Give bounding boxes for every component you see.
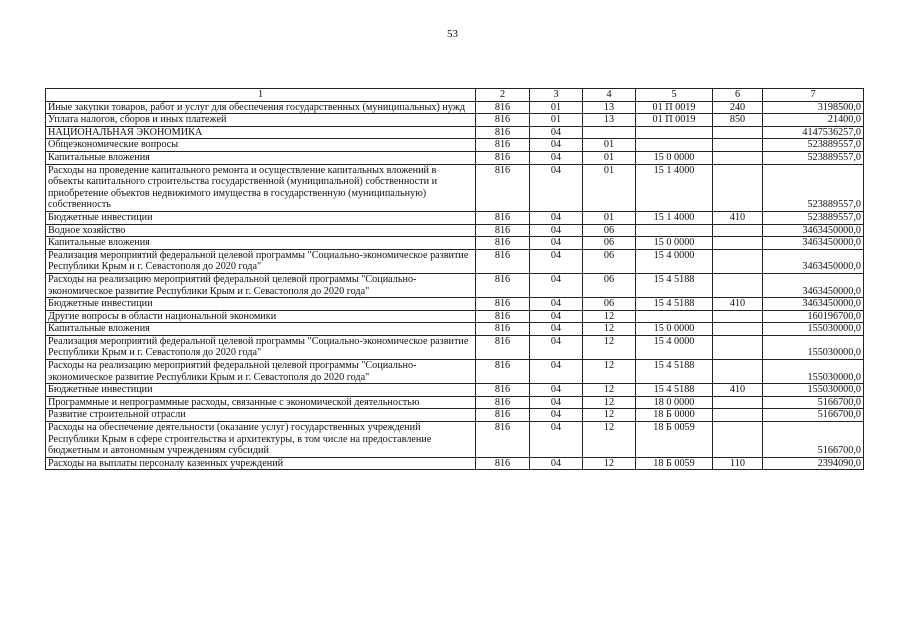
cell-subsection: 12 bbox=[583, 335, 636, 359]
cell-amount: 21400,0 bbox=[763, 114, 864, 127]
cell-expense-type bbox=[713, 273, 763, 297]
cell-department: 816 bbox=[476, 151, 530, 164]
cell-expense-type: 110 bbox=[713, 457, 763, 470]
cell-section: 04 bbox=[530, 310, 583, 323]
cell-department: 816 bbox=[476, 224, 530, 237]
column-header: 2 bbox=[476, 89, 530, 102]
table-row bbox=[46, 298, 864, 311]
cell-section: 01 bbox=[530, 101, 583, 114]
table-row bbox=[46, 396, 864, 409]
cell-amount: 155030000,0 bbox=[763, 335, 864, 359]
cell-section: 04 bbox=[530, 384, 583, 397]
cell-target-article: 15 1 4000 bbox=[636, 164, 713, 211]
cell-target-article bbox=[636, 126, 713, 139]
cell-target-article: 01 П 0019 bbox=[636, 101, 713, 114]
cell-name: Капитальные вложения bbox=[46, 237, 476, 250]
cell-section: 04 bbox=[530, 249, 583, 273]
cell-expense-type bbox=[713, 310, 763, 323]
cell-amount: 2394090,0 bbox=[763, 457, 864, 470]
cell-department: 816 bbox=[476, 422, 530, 458]
cell-section: 04 bbox=[530, 237, 583, 250]
cell-subsection: 12 bbox=[583, 310, 636, 323]
cell-name: Бюджетные инвестиции bbox=[46, 211, 476, 224]
cell-name: Развитие строительной отрасли bbox=[46, 409, 476, 422]
cell-subsection: 06 bbox=[583, 237, 636, 250]
cell-target-article: 18 Б 0000 bbox=[636, 409, 713, 422]
cell-subsection: 12 bbox=[583, 396, 636, 409]
cell-department: 816 bbox=[476, 164, 530, 211]
cell-amount: 3198500,0 bbox=[763, 101, 864, 114]
cell-section: 04 bbox=[530, 335, 583, 359]
table-row bbox=[46, 457, 864, 470]
cell-name: НАЦИОНАЛЬНАЯ ЭКОНОМИКА bbox=[46, 126, 476, 139]
cell-amount: 523889557,0 bbox=[763, 211, 864, 224]
cell-amount: 523889557,0 bbox=[763, 139, 864, 152]
table-row bbox=[46, 249, 864, 273]
cell-amount: 5166700,0 bbox=[763, 396, 864, 409]
cell-department: 816 bbox=[476, 457, 530, 470]
table-row bbox=[46, 114, 864, 127]
cell-amount: 3463450000,0 bbox=[763, 298, 864, 311]
cell-section: 04 bbox=[530, 323, 583, 336]
cell-name: Бюджетные инвестиции bbox=[46, 298, 476, 311]
table-row bbox=[46, 164, 864, 211]
cell-expense-type bbox=[713, 422, 763, 458]
cell-amount: 4147536257,0 bbox=[763, 126, 864, 139]
cell-amount: 523889557,0 bbox=[763, 151, 864, 164]
cell-subsection: 01 bbox=[583, 164, 636, 211]
cell-department: 816 bbox=[476, 126, 530, 139]
cell-subsection: 13 bbox=[583, 101, 636, 114]
cell-subsection bbox=[583, 126, 636, 139]
cell-amount: 5166700,0 bbox=[763, 422, 864, 458]
table-row bbox=[46, 409, 864, 422]
table-row bbox=[46, 310, 864, 323]
table-header-row bbox=[46, 89, 864, 102]
table-row bbox=[46, 273, 864, 297]
cell-target-article bbox=[636, 139, 713, 152]
cell-name: Расходы на реализацию мероприятий федеральной целевой программы "Социально-экономическое развитие Республики Крым и г. Севастополя до 2020 года" bbox=[46, 360, 476, 384]
cell-name: Другие вопросы в области национальной экономики bbox=[46, 310, 476, 323]
cell-expense-type bbox=[713, 249, 763, 273]
cell-name: Реализация мероприятий федеральной целевой программы "Социально-экономическое развитие Республики Крым и г. Севастополя до 2020 года" bbox=[46, 249, 476, 273]
cell-target-article: 01 П 0019 bbox=[636, 114, 713, 127]
cell-department: 816 bbox=[476, 249, 530, 273]
cell-department: 816 bbox=[476, 323, 530, 336]
cell-name: Реализация мероприятий федеральной целевой программы "Социально-экономическое развитие Республики Крым и г. Севастополя до 2020 года" bbox=[46, 335, 476, 359]
cell-section: 04 bbox=[530, 164, 583, 211]
cell-amount: 3463450000,0 bbox=[763, 237, 864, 250]
cell-amount: 160196700,0 bbox=[763, 310, 864, 323]
cell-target-article bbox=[636, 224, 713, 237]
cell-target-article bbox=[636, 310, 713, 323]
cell-subsection: 13 bbox=[583, 114, 636, 127]
table-row bbox=[46, 384, 864, 397]
cell-name: Расходы на выплаты персоналу казенных учреждений bbox=[46, 457, 476, 470]
cell-name: Общеэкономические вопросы bbox=[46, 139, 476, 152]
cell-expense-type: 410 bbox=[713, 298, 763, 311]
table-row bbox=[46, 101, 864, 114]
cell-department: 816 bbox=[476, 384, 530, 397]
cell-department: 816 bbox=[476, 298, 530, 311]
cell-target-article: 15 4 5188 bbox=[636, 360, 713, 384]
cell-expense-type bbox=[713, 323, 763, 336]
cell-subsection: 01 bbox=[583, 151, 636, 164]
cell-name: Капитальные вложения bbox=[46, 323, 476, 336]
cell-expense-type bbox=[713, 237, 763, 250]
cell-target-article: 15 4 5188 bbox=[636, 298, 713, 311]
cell-expense-type bbox=[713, 409, 763, 422]
cell-amount: 3463450000,0 bbox=[763, 249, 864, 273]
cell-expense-type: 410 bbox=[713, 211, 763, 224]
column-header: 6 bbox=[713, 89, 763, 102]
cell-section: 04 bbox=[530, 409, 583, 422]
cell-name: Водное хозяйство bbox=[46, 224, 476, 237]
column-header: 1 bbox=[46, 89, 476, 102]
table-row bbox=[46, 139, 864, 152]
cell-name: Расходы на обеспечение деятельности (оказание услуг) государственных учреждений Республики Крым в сфере строительства и архитектуры, в том числе на предоставление бюджетным и автономным учреждениям субсидий bbox=[46, 422, 476, 458]
cell-name: Расходы на проведение капитального ремонта и осуществление капитальных вложений в объекты капитального строительства государственной (муниципальной) собственности и приобретение объектов недвижимого имущества в государственную (муниципальную) собственность bbox=[46, 164, 476, 211]
cell-amount: 523889557,0 bbox=[763, 164, 864, 211]
cell-expense-type bbox=[713, 360, 763, 384]
cell-expense-type: 410 bbox=[713, 384, 763, 397]
cell-section: 04 bbox=[530, 396, 583, 409]
cell-name: Иные закупки товаров, работ и услуг для обеспечения государственных (муниципальных) нужд bbox=[46, 101, 476, 114]
column-header: 4 bbox=[583, 89, 636, 102]
cell-section: 04 bbox=[530, 360, 583, 384]
cell-subsection: 06 bbox=[583, 273, 636, 297]
cell-expense-type bbox=[713, 164, 763, 211]
cell-department: 816 bbox=[476, 409, 530, 422]
table-row bbox=[46, 224, 864, 237]
table-row bbox=[46, 422, 864, 458]
cell-department: 816 bbox=[476, 101, 530, 114]
cell-target-article: 15 4 0000 bbox=[636, 249, 713, 273]
cell-section: 04 bbox=[530, 273, 583, 297]
cell-expense-type: 240 bbox=[713, 101, 763, 114]
cell-subsection: 12 bbox=[583, 409, 636, 422]
cell-expense-type bbox=[713, 139, 763, 152]
cell-expense-type: 850 bbox=[713, 114, 763, 127]
cell-section: 04 bbox=[530, 224, 583, 237]
table-row bbox=[46, 126, 864, 139]
cell-expense-type bbox=[713, 224, 763, 237]
cell-subsection: 06 bbox=[583, 249, 636, 273]
cell-section: 04 bbox=[530, 211, 583, 224]
table-row bbox=[46, 211, 864, 224]
cell-department: 816 bbox=[476, 237, 530, 250]
table-row bbox=[46, 360, 864, 384]
cell-target-article: 15 1 4000 bbox=[636, 211, 713, 224]
column-header: 7 bbox=[763, 89, 864, 102]
cell-section: 04 bbox=[530, 422, 583, 458]
cell-target-article: 18 Б 0059 bbox=[636, 457, 713, 470]
cell-department: 816 bbox=[476, 360, 530, 384]
cell-target-article: 15 0 0000 bbox=[636, 237, 713, 250]
cell-target-article: 15 0 0000 bbox=[636, 323, 713, 336]
cell-subsection: 06 bbox=[583, 298, 636, 311]
cell-amount: 155030000,0 bbox=[763, 384, 864, 397]
cell-subsection: 06 bbox=[583, 224, 636, 237]
cell-subsection: 12 bbox=[583, 323, 636, 336]
cell-expense-type bbox=[713, 126, 763, 139]
cell-target-article: 15 4 5188 bbox=[636, 273, 713, 297]
cell-department: 816 bbox=[476, 114, 530, 127]
cell-section: 04 bbox=[530, 151, 583, 164]
cell-amount: 3463450000,0 bbox=[763, 224, 864, 237]
table-row bbox=[46, 335, 864, 359]
cell-amount: 155030000,0 bbox=[763, 323, 864, 336]
cell-name: Расходы на реализацию мероприятий федеральной целевой программы "Социально-экономическое развитие Республики Крым и г. Севастополя до 2020 года" bbox=[46, 273, 476, 297]
cell-amount: 3463450000,0 bbox=[763, 273, 864, 297]
cell-target-article: 15 4 0000 bbox=[636, 335, 713, 359]
cell-target-article: 15 0 0000 bbox=[636, 151, 713, 164]
cell-department: 816 bbox=[476, 310, 530, 323]
cell-section: 04 bbox=[530, 126, 583, 139]
cell-subsection: 12 bbox=[583, 457, 636, 470]
cell-subsection: 12 bbox=[583, 384, 636, 397]
cell-amount: 155030000,0 bbox=[763, 360, 864, 384]
cell-target-article: 15 4 5188 bbox=[636, 384, 713, 397]
cell-department: 816 bbox=[476, 335, 530, 359]
cell-target-article: 18 Б 0059 bbox=[636, 422, 713, 458]
cell-name: Программные и непрограммные расходы, связанные с экономической деятельностью bbox=[46, 396, 476, 409]
cell-expense-type bbox=[713, 396, 763, 409]
column-header: 5 bbox=[636, 89, 713, 102]
cell-name: Капитальные вложения bbox=[46, 151, 476, 164]
cell-department: 816 bbox=[476, 273, 530, 297]
table-row bbox=[46, 151, 864, 164]
cell-department: 816 bbox=[476, 139, 530, 152]
cell-section: 01 bbox=[530, 114, 583, 127]
cell-subsection: 12 bbox=[583, 360, 636, 384]
cell-department: 816 bbox=[476, 211, 530, 224]
cell-subsection: 12 bbox=[583, 422, 636, 458]
page-number: 53 bbox=[447, 28, 458, 40]
column-header: 3 bbox=[530, 89, 583, 102]
cell-subsection: 01 bbox=[583, 139, 636, 152]
cell-section: 04 bbox=[530, 139, 583, 152]
cell-expense-type bbox=[713, 335, 763, 359]
cell-expense-type bbox=[713, 151, 763, 164]
cell-section: 04 bbox=[530, 298, 583, 311]
cell-subsection: 01 bbox=[583, 211, 636, 224]
cell-department: 816 bbox=[476, 396, 530, 409]
cell-name: Бюджетные инвестиции bbox=[46, 384, 476, 397]
cell-section: 04 bbox=[530, 457, 583, 470]
table-row bbox=[46, 237, 864, 250]
budget-table bbox=[45, 88, 864, 470]
cell-amount: 5166700,0 bbox=[763, 409, 864, 422]
table-row bbox=[46, 323, 864, 336]
cell-target-article: 18 0 0000 bbox=[636, 396, 713, 409]
cell-name: Уплата налогов, сборов и иных платежей bbox=[46, 114, 476, 127]
